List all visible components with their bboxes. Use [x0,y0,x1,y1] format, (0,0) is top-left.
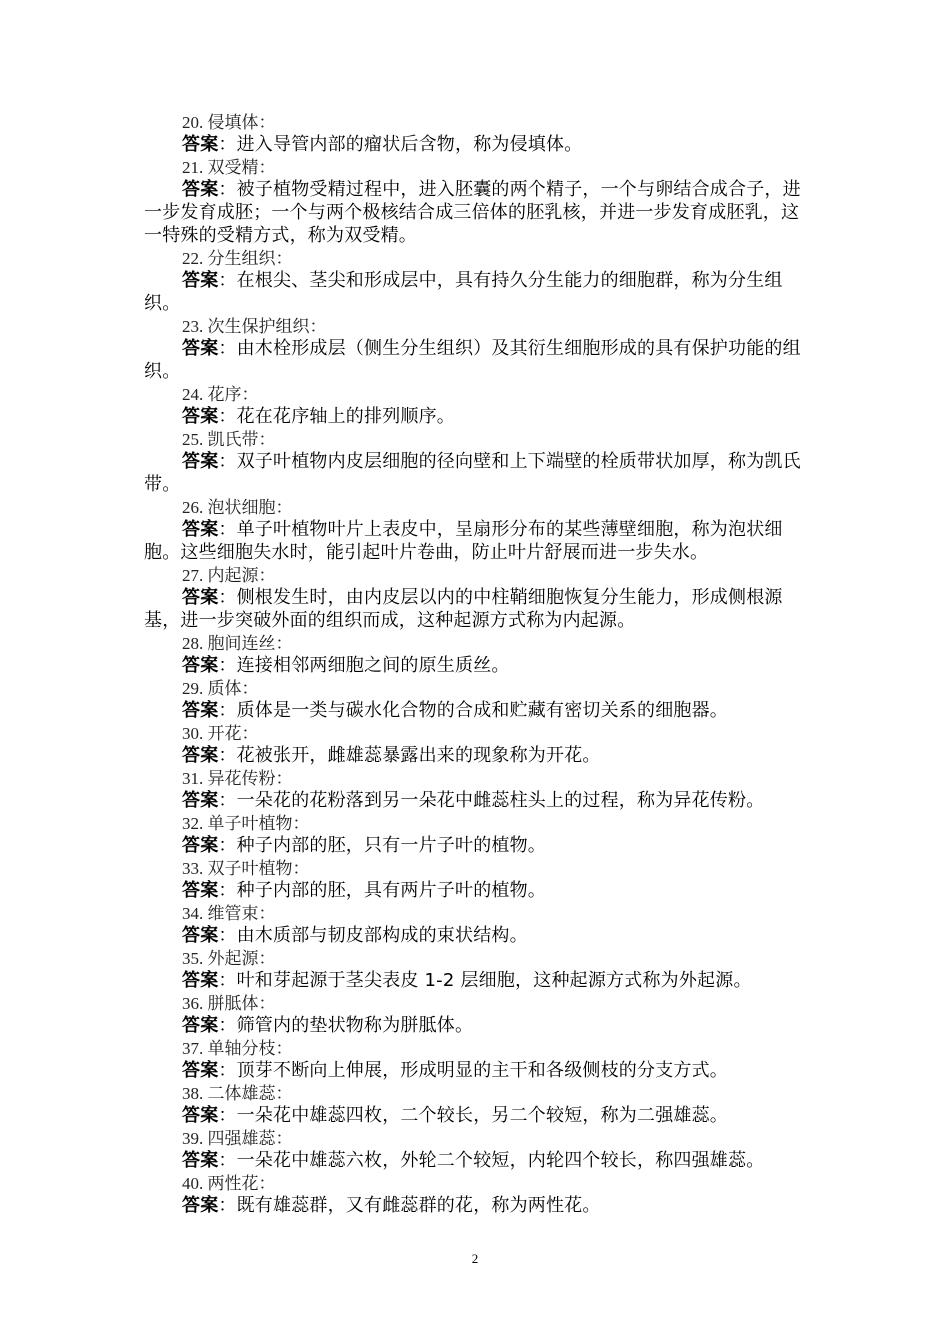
answer-body: ：花在花序轴上的排列顺序。 [218,406,456,427]
term-heading: 29. 质体： [182,679,259,698]
glossary-entry [144,994,812,1037]
answer-label: 答案 [182,1105,219,1126]
answer-body: ：一朵花中雄蕊四枚，二个较长，另二个较短，称为二强雄蕊。 [218,1105,729,1126]
answer-text [144,450,812,496]
answer-body: ：筛管内的垫状物称为胼胝体。 [218,1015,474,1036]
glossary-entry [144,679,812,722]
term-heading: 36. 胼胝体： [182,994,276,1013]
term-heading: 38. 二体雄蕊： [182,1084,293,1103]
answer-label: 答案 [182,451,219,472]
term-heading: 20. 侵填体： [182,113,276,132]
term-heading: 32. 单子叶植物： [182,814,310,833]
glossary-entry [144,430,812,496]
answer-label: 答案 [182,925,219,946]
answer-body: ：质体是一类与碳水化合物的合成和贮藏有密切关系的细胞器。 [218,700,729,721]
term-heading: 26. 泡状细胞： [182,498,293,517]
answer-body: ：连接相邻两细胞之间的原生质丝。 [218,655,510,676]
glossary-entry [144,1174,812,1217]
answer-label: 答案 [182,1150,219,1171]
answer-body: ：叶和芽起源于茎尖表皮 1-2 层细胞，这种起源方式称为外起源。 [218,970,752,991]
term-heading: 31. 异花传粉： [182,769,293,788]
answer-body: ：进入导管内部的瘤状后含物，称为侵填体。 [218,134,583,155]
glossary-entry [144,814,812,857]
answer-label: 答案 [182,790,219,811]
glossary-entry [144,498,812,564]
answer-text [144,269,812,315]
answer-label: 答案 [182,880,219,901]
term-heading: 21. 双受精： [182,158,276,177]
answer-text [144,654,812,677]
answer-body: ：一朵花中雄蕊六枚，外轮二个较短，内轮四个较长，称四强雄蕊。 [218,1150,765,1171]
answer-body: ：在根尖、茎尖和形成层中，具有持久分生能力的细胞群，称为分生组织。 [144,270,783,314]
answer-label: 答案 [182,655,219,676]
glossary-entry [144,769,812,812]
glossary-entry [144,859,812,902]
answer-body: ：种子内部的胚，具有两片子叶的植物。 [218,880,547,901]
answer-text [144,133,812,156]
answer-text [144,518,812,564]
glossary-entry [144,385,812,428]
answer-text [144,1194,812,1217]
answer-label: 答案 [182,970,219,991]
answer-text [144,1149,812,1172]
glossary-entry [144,904,812,947]
answer-label: 答案 [182,519,219,540]
term-heading: 25. 凯氏带： [182,430,276,449]
answer-body: ：一朵花的花粉落到另一朵花中雌蕊柱头上的过程，称为异花传粉。 [218,790,765,811]
term-heading: 27. 内起源： [182,566,276,585]
answer-label: 答案 [182,835,219,856]
glossary-entry [144,113,812,156]
answer-text [144,1014,812,1037]
glossary-entry [144,634,812,677]
answer-text [144,969,812,992]
answer-label: 答案 [182,270,219,291]
answer-label: 答案 [182,700,219,721]
term-heading: 39. 四强雄蕊： [182,1129,293,1148]
answer-text [144,744,812,767]
term-heading: 30. 开花： [182,724,259,743]
glossary-entry [144,1129,812,1172]
answer-text [144,1104,812,1127]
answer-label: 答案 [182,1060,219,1081]
answer-body: ：由木栓形成层（侧生分生组织）及其衍生细胞形成的具有保护功能的组织。 [144,338,801,382]
answer-body: ：种子内部的胚，只有一片子叶的植物。 [218,835,547,856]
term-heading: 40. 两性花： [182,1174,276,1193]
answer-text [144,405,812,428]
answer-body: ：花被张开，雌雄蕊暴露出来的现象称为开花。 [218,745,601,766]
term-heading: 23. 次生保护组织： [182,317,327,336]
answer-text [144,1059,812,1082]
term-heading: 28. 胞间连丝： [182,634,293,653]
answer-label: 答案 [182,179,219,200]
answer-text [144,834,812,857]
answer-body: ：双子叶植物内皮层细胞的径向壁和上下端壁的栓质带状加厚，称为凯氏带。 [144,451,801,495]
term-heading: 37. 单轴分枝： [182,1039,293,1058]
glossary-list [144,113,812,1219]
answer-body: ：单子叶植物叶片上表皮中，呈扇形分布的某些薄壁细胞，称为泡状细胞。这些细胞失水时，能引起叶片卷曲，防止叶片舒展而进一步失水。 [144,519,783,563]
answer-text [144,337,812,383]
glossary-entry [144,724,812,767]
glossary-entry [144,1039,812,1082]
term-heading: 22. 分生组织： [182,249,293,268]
answer-label: 答案 [182,1195,219,1216]
answer-body: ：由木质部与韧皮部构成的束状结构。 [218,925,528,946]
answer-body: ：被子植物受精过程中，进入胚囊的两个精子，一个与卵结合成合子，进一步发育成胚；一个与两个极核结合成三倍体的胚乳核，并进一步发育成胚乳，这一特殊的受精方式，称为双受精。 [144,179,801,246]
glossary-entry [144,249,812,315]
answer-text [144,178,812,247]
answer-text [144,699,812,722]
term-heading: 34. 维管束： [182,904,276,923]
answer-body: ：既有雄蕊群，又有雌蕊群的花，称为两性花。 [218,1195,601,1216]
answer-body: ：顶芽不断向上伸展，形成明显的主干和各级侧枝的分支方式。 [218,1060,729,1081]
answer-text [144,924,812,947]
glossary-entry [144,566,812,632]
glossary-entry [144,949,812,992]
glossary-entry [144,317,812,383]
answer-label: 答案 [182,338,219,359]
glossary-entry [144,1084,812,1127]
term-heading: 35. 外起源： [182,949,276,968]
answer-text [144,879,812,902]
answer-label: 答案 [182,406,219,427]
answer-label: 答案 [182,134,219,155]
answer-text [144,586,812,632]
glossary-entry [144,158,812,247]
page-number: 2 [471,1251,479,1266]
term-heading: 33. 双子叶植物： [182,859,310,878]
answer-body: ：侧根发生时，由内皮层以内的中柱鞘细胞恢复分生能力，形成侧根源基，进一步突破外面的组织而成，这种起源方式称为内起源。 [144,587,783,631]
term-heading: 24. 花序： [182,385,259,404]
answer-label: 答案 [182,745,219,766]
answer-label: 答案 [182,587,219,608]
answer-label: 答案 [182,1015,219,1036]
answer-text [144,789,812,812]
